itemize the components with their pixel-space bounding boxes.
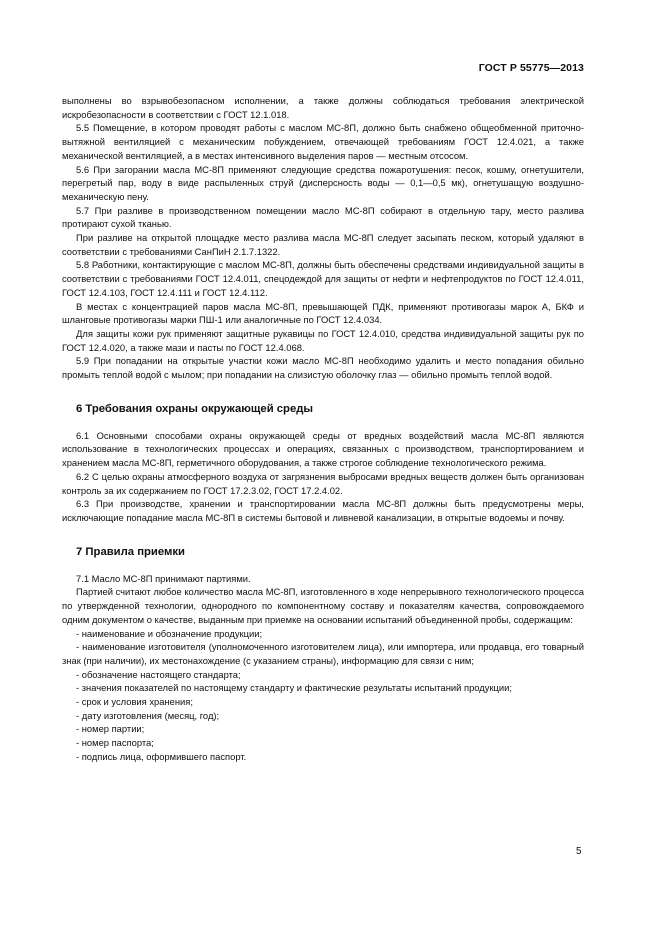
paragraph-6-2: 6.2 С целью охраны атмосферного воздуха от загрязнения выбросами вредных веществ должен быть организован контроль за их содержанием по ГОСТ 17.2.3.02, ГОСТ 17.2.4.02. bbox=[62, 470, 584, 496]
passport-contents-list bbox=[62, 627, 584, 764]
list-item: - обозначение настоящего стандарта; bbox=[76, 668, 241, 680]
intro-paragraph: выполнены во взрывобезопасном исполнении, а также должны соблюдаться требования электрической искробезопасности в соответствии с ГОСТ 12.1.018. bbox=[62, 95, 584, 120]
list-item: - наименование и обозначение продукции; bbox=[76, 627, 263, 639]
list-item: - дату изготовления (месяц, год); bbox=[76, 709, 220, 721]
paragraph-5-7: 5.7 При разливе в производственном помещении масло МС-8П собирают в отдельную тару, место разлива протирают сухой тканью. bbox=[62, 204, 584, 230]
paragraph-5-5: 5.5 Помещение, в котором проводят работы с маслом МС-8П, должно быть снабжено общеобменной приточно-вытяжной вентиляцией с механическим побуждением, отвечающей требованиям ГОСТ 12.4.021, а также механической вентиляцией, а в местах интенсивного выделения паров — местным отсосом. bbox=[62, 122, 584, 161]
list-item: - наименование изготовителя (уполномоченного изготовителем лица), или импортера, или продавца, его товарный знак (при наличии), их местонахождение (с указанием страны), информацию для связи с ним; bbox=[62, 641, 584, 666]
paragraph-5-8-hands: Для защиты кожи рук применяют защитные рукавицы по ГОСТ 12.4.010, средства индивидуальной защиты рук по ГОСТ 12.4.020, а также мази и пасты по ГОСТ 12.4.068. bbox=[62, 327, 584, 353]
paragraph-6-1: 6.1 Основными способами охраны окружающей среды от вредных воздействий масла МС-8П являются использование в технологических процессах и операциях, связанных с производством, транспортированием и хранением масла МС-8П, герметичного оборудования, а также строгое соблюдение технологического режима. bbox=[62, 429, 584, 469]
paragraph-6-3: 6.3 При производстве, хранении и транспортировании масла МС-8П должны быть предусмотрены меры, исключающие попадание масла МС-8П в системы бытовой и ливневой канализации, в открытые водоемы и почву. bbox=[62, 498, 584, 523]
paragraph-7-1-batch: Партией считают любое количество масла МС-8П, изготовленного в ходе непрерывного технологического процесса по утвержденной технологии, однородного по компонентному составу и показателям качества, сопровождаемого одним документом о качестве, выданным при приемке на основании испытаний объединенной пробы, содержащим: bbox=[62, 586, 584, 625]
section-7-heading: 7 Правила приемки bbox=[76, 545, 185, 558]
paragraph-5-8-gasmask: В местах с концентрацией паров масла МС-8П, превышающей ПДК, применяют противогазы марок А, БКФ и шланговые противогазы марки ПШ-1 или аналогичные по ГОСТ 12.4.034. bbox=[62, 300, 584, 326]
paragraph-7-1: 7.1 Масло МС-8П принимают партиями. bbox=[76, 572, 251, 584]
page-header: ГОСТ Р 55775—2013 bbox=[478, 62, 584, 74]
paragraph-5-7-spill: При разливе на открытой площадке место разлива масла МС-8П следует засыпать песком, который удаляют в соответствии с требованиями СанПиН 2.1.7.1322. bbox=[62, 232, 584, 257]
list-item: - подпись лица, оформившего паспорт. bbox=[76, 750, 247, 762]
section-6-heading: 6 Требования охраны окружающей среды bbox=[76, 402, 314, 415]
list-item: - срок и условия хранения; bbox=[76, 696, 193, 708]
paragraph-5-8: 5.8 Работники, контактирующие с маслом МС-8П, должны быть обеспечены средствами индивидуальной защиты в соответствии с требованиями ГОСТ 12.4.011, спецодеждой для защиты от нефти и нефтепродуктов по ГОСТ 12.4.011, ГОСТ 12.4.103, ГОСТ 12.4.111 и ГОСТ 12.4.112. bbox=[62, 259, 584, 298]
page-number: 5 bbox=[576, 846, 582, 857]
page-content bbox=[62, 94, 584, 764]
list-item: - значения показателей по настоящему стандарту и фактические результаты испытаний продукции; bbox=[76, 682, 513, 694]
list-item: - номер партии; bbox=[76, 723, 145, 735]
paragraph-5-9: 5.9 При попадании на открытые участки кожи масло МС-8П необходимо удалить и место попадания обильно промыть теплой водой с мылом; при попадании на слизистую оболочку глаз — обильно промыть теплой водой. bbox=[62, 355, 584, 381]
paragraph-5-6: 5.6 При загорании масла МС-8П применяют следующие средства пожаротушения: песок, кошму, огнетушители, перегретый пар, воду в виде распыленных струй (дисперсность воды — 0,1—0,5 мк), огнетушащую воздушно-механическую пену. bbox=[62, 163, 584, 202]
list-item: - номер паспорта; bbox=[76, 737, 154, 749]
